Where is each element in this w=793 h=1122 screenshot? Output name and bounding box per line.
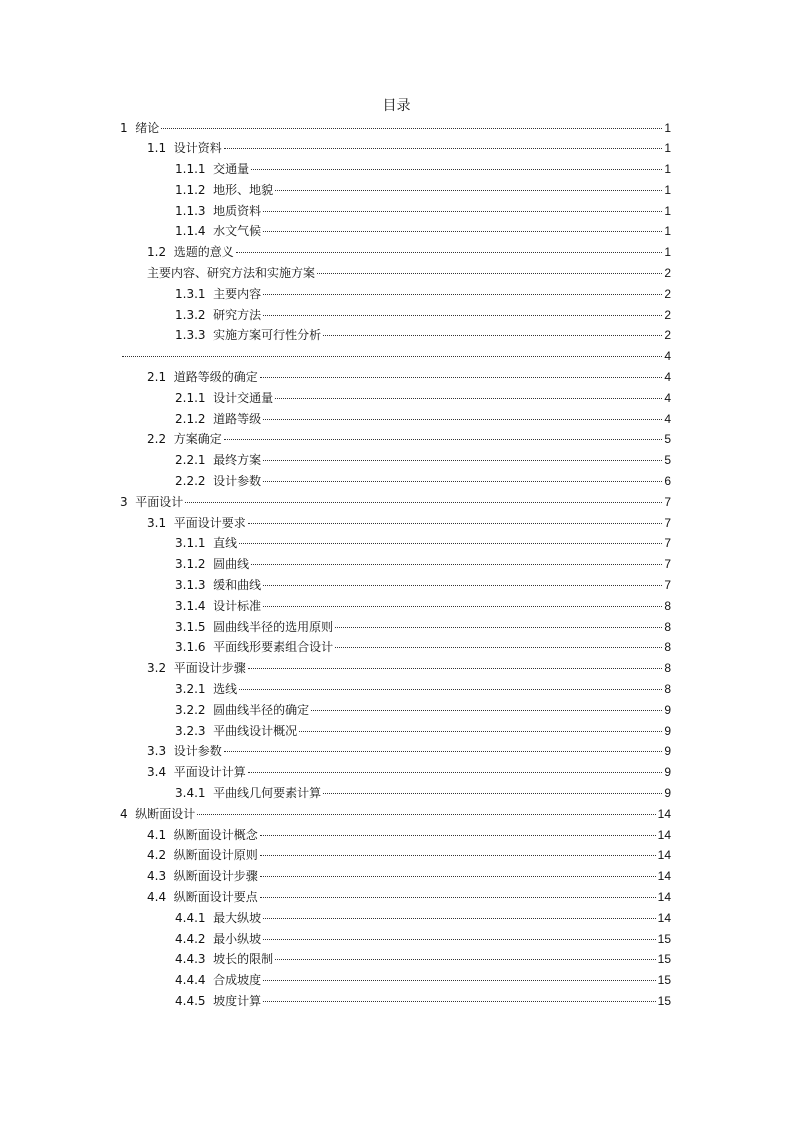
toc-entry-title: 3.2.1 选线 (175, 682, 238, 697)
toc-dot-leader (311, 710, 662, 711)
toc-dot-leader (263, 939, 655, 940)
toc-entry-page-number: 1 (664, 120, 671, 135)
toc-entry-title: 3.4 平面设计计算 (147, 765, 246, 780)
toc-entry-page-number: 14 (657, 848, 671, 863)
toc-entry-title: 1.1.4 水文气候 (175, 224, 262, 239)
toc-dot-leader (263, 211, 662, 212)
toc-entry-page-number: 14 (657, 910, 671, 925)
toc-entry-title: 2.1.2 道路等级 (175, 411, 262, 426)
toc-entry[interactable] (120, 284, 671, 305)
toc-entry[interactable] (120, 596, 671, 617)
toc-entry[interactable] (120, 741, 671, 762)
toc-entry-title: 1 绪论 (120, 120, 160, 135)
toc-entry-page-number: 6 (664, 474, 671, 489)
toc-entry[interactable] (120, 679, 671, 700)
toc-entry-page-number: 7 (664, 536, 671, 551)
toc-entry[interactable] (120, 180, 671, 201)
toc-list (120, 118, 671, 1012)
toc-entry[interactable] (120, 949, 671, 970)
toc-entry-title: 2.1 道路等级的确定 (147, 370, 258, 385)
toc-entry[interactable] (120, 305, 671, 326)
toc-dot-leader (161, 128, 662, 129)
toc-entry-page-number: 2 (664, 328, 671, 343)
toc-dot-leader (275, 190, 662, 191)
toc-entry-title: 3.1.3 缓和曲线 (175, 578, 262, 593)
toc-entry[interactable] (120, 388, 671, 409)
toc-entry[interactable] (120, 825, 671, 846)
toc-entry-page-number: 8 (664, 661, 671, 676)
toc-entry-title: 2.2.1 最终方案 (175, 453, 262, 468)
toc-dot-leader (263, 419, 662, 420)
toc-entry[interactable] (120, 554, 671, 575)
toc-entry-page-number: 7 (664, 515, 671, 530)
toc-dot-leader (299, 731, 662, 732)
toc-entry-title: 3.1.2 圆曲线 (175, 557, 250, 572)
toc-dot-leader (263, 918, 655, 919)
toc-dot-leader (260, 855, 656, 856)
toc-entry-page-number: 14 (657, 827, 671, 842)
toc-dot-leader (323, 793, 662, 794)
toc-entry-title: 4.4.3 坡长的限制 (175, 952, 274, 967)
toc-entry-title: 4.4.2 最小纵坡 (175, 931, 262, 946)
toc-entry-page-number: 1 (664, 182, 671, 197)
toc-entry-title: 4.3 纵断面设计步骤 (147, 869, 258, 884)
toc-entry[interactable] (120, 783, 671, 804)
toc-entry-page-number: 1 (664, 224, 671, 239)
toc-entry[interactable] (120, 263, 671, 284)
toc-entry-title: 3.1.5 圆曲线半径的选用原则 (175, 619, 334, 634)
toc-entry-page-number: 5 (664, 432, 671, 447)
toc-entry-title: 3.1.1 直线 (175, 536, 238, 551)
toc-entry-page-number: 1 (664, 141, 671, 156)
toc-entry[interactable] (120, 658, 671, 679)
toc-dot-leader (239, 689, 662, 690)
toc-entry[interactable] (120, 513, 671, 534)
toc-entry[interactable] (120, 575, 671, 596)
toc-entry-page-number: 2 (664, 307, 671, 322)
toc-entry-title: 3 平面设计 (120, 494, 184, 509)
toc-entry[interactable] (120, 367, 671, 388)
toc-entry[interactable] (120, 429, 671, 450)
toc-entry[interactable] (120, 845, 671, 866)
toc-entry-page-number: 9 (664, 702, 671, 717)
toc-entry-title: 主要内容、研究方法和实施方案 (147, 266, 316, 281)
toc-entry-page-number: 7 (664, 578, 671, 593)
toc-entry[interactable] (120, 471, 671, 492)
toc-entry-title: 3.1.4 设计标准 (175, 598, 262, 613)
toc-title: 目录 (382, 98, 411, 114)
toc-dot-leader (263, 980, 655, 981)
toc-entry-title: 4 纵断面设计 (120, 806, 196, 821)
toc-entry[interactable] (120, 138, 671, 159)
toc-entry[interactable] (120, 533, 671, 554)
toc-entry-page-number: 14 (657, 869, 671, 884)
toc-entry[interactable] (120, 887, 671, 908)
toc-entry-page-number: 1 (664, 245, 671, 260)
toc-entry-page-number: 7 (664, 494, 671, 509)
toc-dot-leader (263, 294, 662, 295)
toc-dot-leader (260, 897, 656, 898)
toc-entry-page-number: 15 (657, 952, 671, 967)
toc-entry[interactable] (120, 866, 671, 887)
toc-entry[interactable] (120, 929, 671, 950)
toc-dot-leader (275, 959, 655, 960)
toc-entry-title: 2.2.2 设计参数 (175, 474, 262, 489)
toc-entry[interactable] (120, 721, 671, 742)
toc-entry[interactable] (120, 762, 671, 783)
toc-dot-leader (263, 585, 662, 586)
toc-entry-page-number: 5 (664, 453, 671, 468)
toc-entry[interactable] (120, 991, 671, 1012)
toc-entry-title: 3.2 平面设计步骤 (147, 661, 246, 676)
toc-dot-leader (323, 335, 662, 336)
toc-entry[interactable] (120, 908, 671, 929)
toc-entry[interactable] (120, 637, 671, 658)
toc-dot-leader (251, 169, 662, 170)
toc-dot-leader (263, 1001, 655, 1002)
toc-dot-leader (122, 356, 662, 357)
toc-entry-page-number: 1 (664, 162, 671, 177)
toc-entry-title: 3.1 平面设计要求 (147, 515, 246, 530)
toc-entry-title: 3.4.1 平曲线几何要素计算 (175, 786, 322, 800)
toc-entry[interactable] (120, 159, 671, 180)
toc-entry-title: 3.2.3 平曲线设计概况 (175, 723, 298, 738)
toc-entry[interactable] (120, 617, 671, 638)
toc-entry-title: 1.1 设计资料 (147, 141, 222, 156)
toc-entry[interactable] (120, 804, 671, 825)
toc-entry-title: 4.4.1 最大纵坡 (175, 910, 262, 925)
toc-entry-page-number: 2 (664, 266, 671, 281)
toc-entry-title: 3.1.6 平面线形要素组合设计 (175, 640, 334, 655)
toc-entry-title: 3.3 设计参数 (147, 744, 222, 759)
toc-dot-leader (263, 481, 662, 482)
toc-entry-title: 3.2.2 圆曲线半径的确定 (175, 702, 310, 717)
toc-dot-leader (197, 814, 655, 815)
toc-dot-leader (335, 627, 662, 628)
toc-entry-page-number: 9 (664, 744, 671, 759)
toc-entry-page-number: 4 (664, 349, 671, 364)
toc-dot-leader (239, 543, 662, 544)
toc-dot-leader (224, 148, 663, 149)
toc-entry-title: 4.4.4 合成坡度 (175, 973, 262, 988)
toc-entry-page-number: 15 (657, 993, 671, 1008)
toc-entry-title: 1.3.2 研究方法 (175, 307, 262, 322)
toc-entry[interactable] (120, 221, 671, 242)
toc-dot-leader (224, 751, 663, 752)
toc-entry-page-number: 8 (664, 682, 671, 697)
toc-entry[interactable] (120, 325, 671, 346)
toc-dot-leader (236, 252, 663, 253)
toc-entry-title: 1.1.2 地形、地貌 (175, 182, 274, 197)
toc-entry-title: 1.3.3 实施方案可行性分析 (175, 328, 322, 343)
toc-entry-title: 1.3.1 主要内容 (175, 286, 262, 301)
toc-entry-page-number: 14 (657, 806, 671, 821)
toc-dot-leader (260, 876, 656, 877)
toc-dot-leader (224, 439, 663, 440)
toc-entry-title: 1.1.1 交通量 (175, 162, 250, 177)
toc-dot-leader (248, 668, 663, 669)
toc-dot-leader (260, 835, 656, 836)
toc-entry-title: 2.1.1 设计交通量 (175, 390, 274, 405)
toc-entry[interactable] (120, 201, 671, 222)
toc-entry[interactable] (120, 409, 671, 430)
toc-dot-leader (248, 772, 663, 773)
toc-entry-page-number: 1 (664, 203, 671, 218)
toc-entry-page-number: 4 (664, 411, 671, 426)
toc-dot-leader (263, 460, 662, 461)
toc-dot-leader (185, 502, 662, 503)
toc-dot-leader (263, 606, 662, 607)
toc-entry-page-number: 8 (664, 640, 671, 655)
toc-entry[interactable] (120, 970, 671, 991)
toc-entry-title: 4.4 纵断面设计要点 (147, 889, 258, 904)
toc-dot-leader (251, 564, 662, 565)
toc-entry-page-number: 14 (657, 889, 671, 904)
toc-entry[interactable] (120, 700, 671, 721)
toc-dot-leader (275, 398, 662, 399)
toc-entry-title: 1.1.3 地质资料 (175, 203, 262, 218)
toc-entry-page-number: 9 (664, 765, 671, 780)
toc-dot-leader (263, 231, 662, 232)
toc-entry-title: 2.2 方案确定 (147, 432, 222, 447)
toc-entry-page-number: 9 (664, 786, 671, 800)
toc-dot-leader (335, 647, 662, 648)
toc-entry-page-number: 2 (664, 286, 671, 301)
toc-entry-title: 4.4.5 坡度计算 (175, 993, 262, 1008)
toc-dot-leader (248, 523, 663, 524)
toc-entry[interactable] (120, 118, 671, 139)
toc-entry[interactable] (120, 492, 671, 513)
toc-entry-page-number: 9 (664, 723, 671, 738)
toc-entry-title: 1.2 选题的意义 (147, 245, 234, 260)
toc-entry-title: 4.2 纵断面设计原则 (147, 848, 258, 863)
toc-entry[interactable] (120, 242, 671, 263)
toc-entry[interactable] (120, 346, 671, 367)
toc-entry-page-number: 15 (657, 973, 671, 988)
toc-entry-page-number: 15 (657, 931, 671, 946)
toc-entry-page-number: 8 (664, 598, 671, 613)
toc-entry-title: 4.1 纵断面设计概念 (147, 827, 258, 842)
toc-entry-page-number: 4 (664, 390, 671, 405)
toc-entry-page-number: 7 (664, 557, 671, 572)
toc-dot-leader (263, 315, 662, 316)
toc-entry-page-number: 4 (664, 370, 671, 385)
toc-dot-leader (260, 377, 663, 378)
toc-dot-leader (317, 273, 662, 274)
toc-entry[interactable] (120, 450, 671, 471)
toc-entry-page-number: 8 (664, 619, 671, 634)
